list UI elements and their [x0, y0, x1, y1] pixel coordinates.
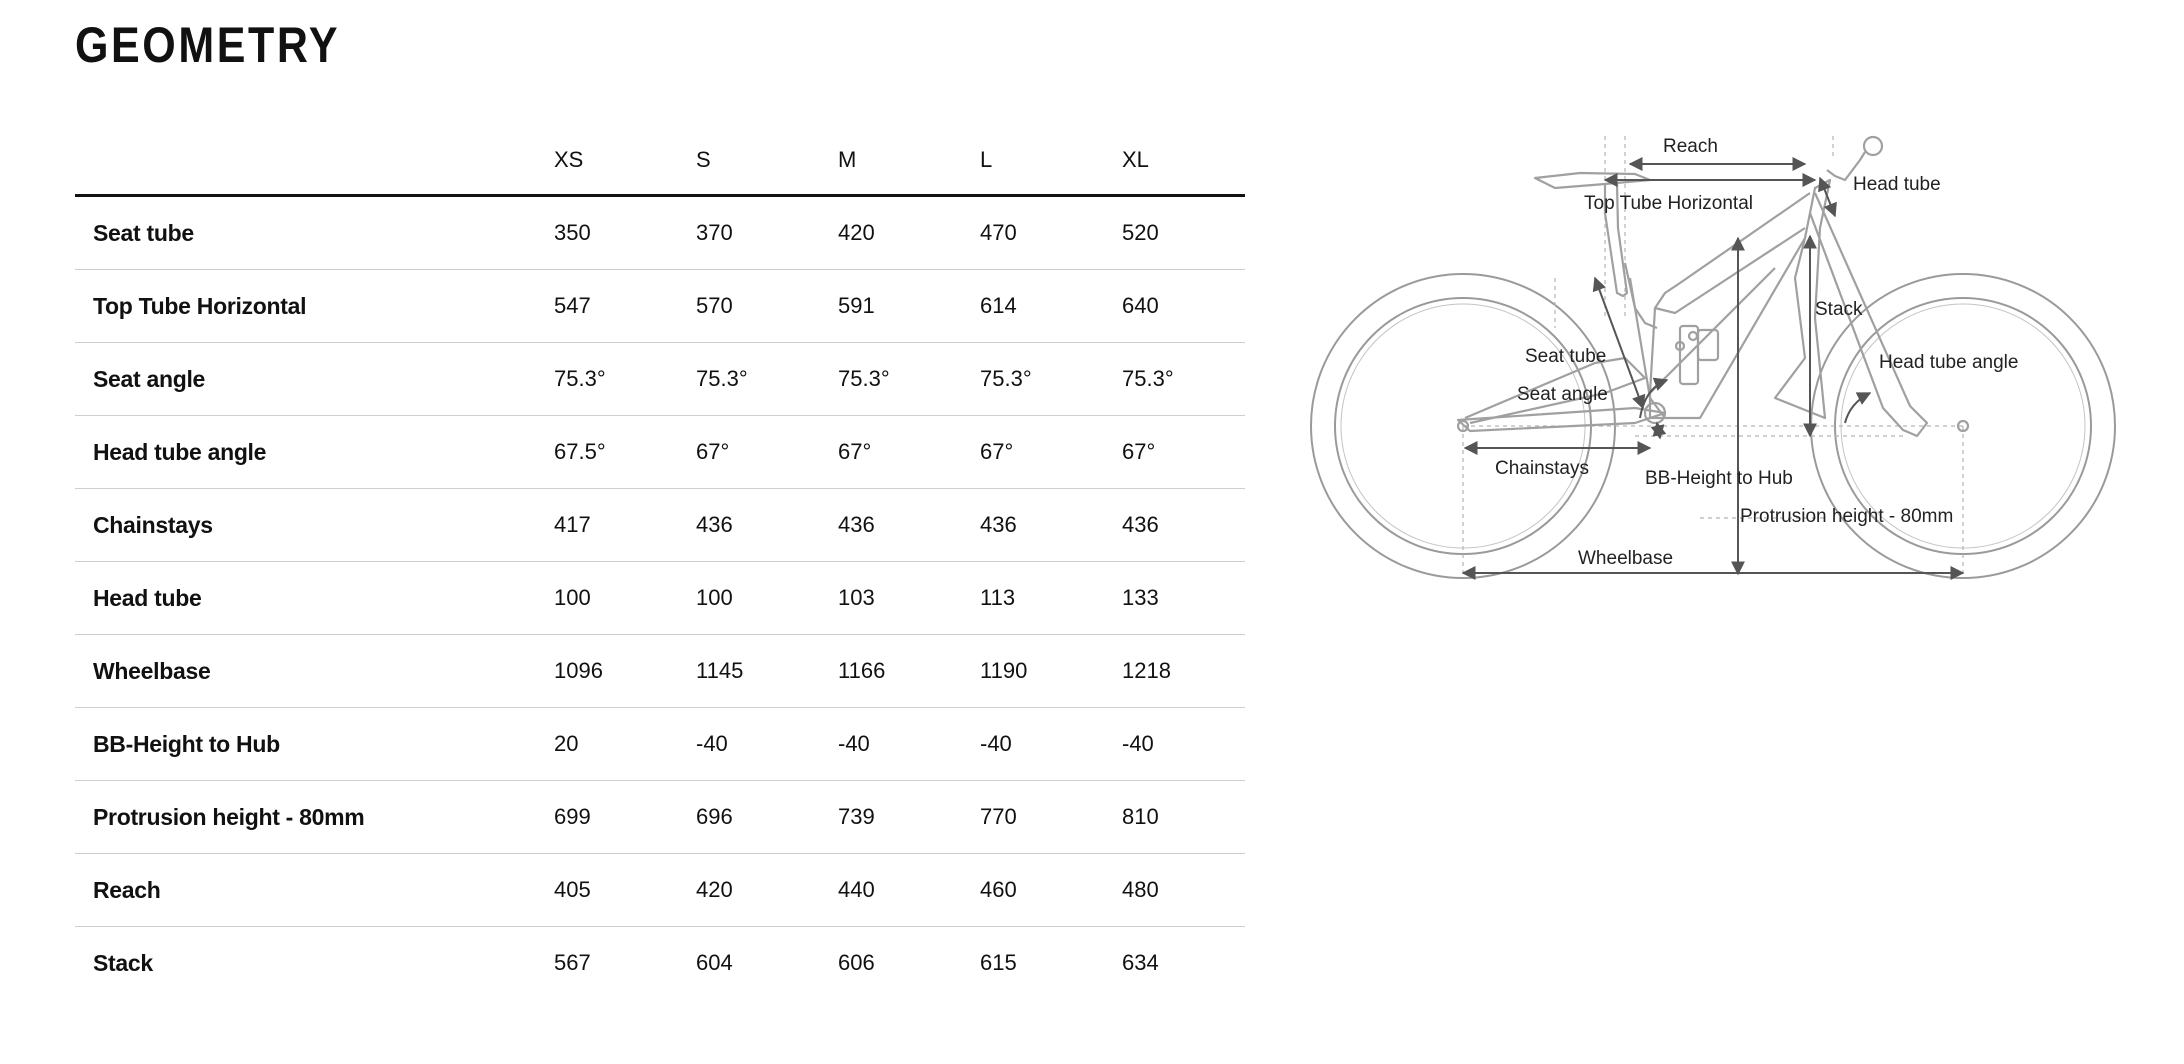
geometry-table — [75, 126, 1245, 999]
row-label: Seat tube — [75, 196, 554, 270]
row-label: Head tube angle — [75, 416, 554, 489]
table-cell: 67° — [838, 416, 980, 489]
table-row — [75, 635, 1245, 708]
table-cell: 1096 — [554, 635, 696, 708]
table-cell: 1166 — [838, 635, 980, 708]
table-cell: 470 — [980, 196, 1122, 270]
table-row — [75, 343, 1245, 416]
table-cell: 420 — [838, 196, 980, 270]
table-cell: 480 — [1122, 854, 1245, 927]
table-row — [75, 562, 1245, 635]
table-row — [75, 854, 1245, 927]
table-header-row — [75, 126, 1245, 196]
table-cell: 103 — [838, 562, 980, 635]
row-label: Protrusion height - 80mm — [75, 781, 554, 854]
table-cell: 75.3° — [980, 343, 1122, 416]
label-stack: Stack — [1815, 299, 1863, 320]
row-label: Top Tube Horizontal — [75, 270, 554, 343]
table-cell: -40 — [1122, 708, 1245, 781]
table-cell: 547 — [554, 270, 696, 343]
table-cell: 1218 — [1122, 635, 1245, 708]
table-cell: 133 — [1122, 562, 1245, 635]
table-row — [75, 708, 1245, 781]
table-cell: 440 — [838, 854, 980, 927]
table-cell: 417 — [554, 489, 696, 562]
row-label: Head tube — [75, 562, 554, 635]
row-label: BB-Height to Hub — [75, 708, 554, 781]
size-header-xs: XS — [554, 126, 696, 196]
bike-geometry-diagram — [1305, 118, 2125, 598]
label-protrusion-height: Protrusion height - 80mm — [1740, 506, 1954, 527]
table-cell: 696 — [696, 781, 838, 854]
label-reach: Reach — [1663, 136, 1718, 157]
table-cell: 405 — [554, 854, 696, 927]
table-cell: 634 — [1122, 950, 1159, 975]
table-cell: 640 — [1122, 270, 1245, 343]
row-label: Wheelbase — [75, 635, 554, 708]
table-cell: 614 — [980, 270, 1122, 343]
table-row — [75, 781, 1245, 854]
table-cell: 350 — [554, 196, 696, 270]
row-label: Stack — [93, 949, 153, 976]
table-cell: 436 — [696, 489, 838, 562]
label-seat-angle: Seat angle — [1517, 384, 1608, 405]
table-cell: 20 — [554, 708, 696, 781]
table-cell: 420 — [696, 854, 838, 927]
table-cell: 436 — [838, 489, 980, 562]
table-cell: 591 — [838, 270, 980, 343]
table-cell: 100 — [696, 562, 838, 635]
table-cell: 810 — [1122, 781, 1245, 854]
table-row — [75, 270, 1245, 343]
table-cell: 100 — [554, 562, 696, 635]
table-cell: 570 — [696, 270, 838, 343]
size-header-s: S — [696, 126, 838, 196]
row-label: Chainstays — [75, 489, 554, 562]
label-seat-tube: Seat tube — [1525, 346, 1607, 367]
table-cell: 113 — [980, 562, 1122, 635]
label-head-tube: Head tube — [1853, 174, 1941, 195]
table-cell: 699 — [554, 781, 696, 854]
table-cell: 67° — [1122, 416, 1245, 489]
row-label: Reach — [75, 854, 554, 927]
table-cell: 75.3° — [696, 343, 838, 416]
size-header-m: M — [838, 126, 980, 196]
label-top-tube-horizontal: Top Tube Horizontal — [1584, 193, 1753, 214]
table-cell: 67.5° — [554, 416, 696, 489]
header-empty-cell — [75, 126, 554, 196]
table-cell: 615 — [980, 950, 1017, 975]
table-cell: 460 — [980, 854, 1122, 927]
table-cell: -40 — [838, 708, 980, 781]
table-cell: 67° — [696, 416, 838, 489]
table-cell: 606 — [838, 950, 875, 975]
table-row — [75, 489, 1245, 562]
table-cell: 604 — [696, 950, 733, 975]
table-cell: 436 — [1122, 489, 1245, 562]
label-chainstays: Chainstays — [1495, 458, 1589, 479]
table-cell: 1145 — [696, 635, 838, 708]
row-label: Seat angle — [75, 343, 554, 416]
table-cell: 67° — [980, 416, 1122, 489]
size-header-xl: XL — [1122, 126, 1245, 196]
table-row — [75, 927, 1245, 1000]
page-title: GEOMETRY — [75, 17, 341, 73]
table-cell: 75.3° — [838, 343, 980, 416]
table-row — [75, 196, 1245, 270]
label-bb-height-to-hub: BB-Height to Hub — [1645, 468, 1793, 489]
size-header-l: L — [980, 126, 1122, 196]
table-cell: 739 — [838, 781, 980, 854]
table-cell: 370 — [696, 196, 838, 270]
table-cell: 770 — [980, 781, 1122, 854]
label-wheelbase: Wheelbase — [1578, 548, 1674, 569]
table-cell: -40 — [696, 708, 838, 781]
table-cell: 75.3° — [554, 343, 696, 416]
table-cell: -40 — [980, 708, 1122, 781]
table-cell: 520 — [1122, 196, 1245, 270]
table-cell: 75.3° — [1122, 343, 1245, 416]
table-cell: 567 — [554, 950, 591, 975]
table-cell: 436 — [980, 489, 1122, 562]
table-row — [75, 416, 1245, 489]
table-cell: 1190 — [980, 635, 1122, 708]
label-head-tube-angle: Head tube angle — [1879, 352, 2019, 373]
